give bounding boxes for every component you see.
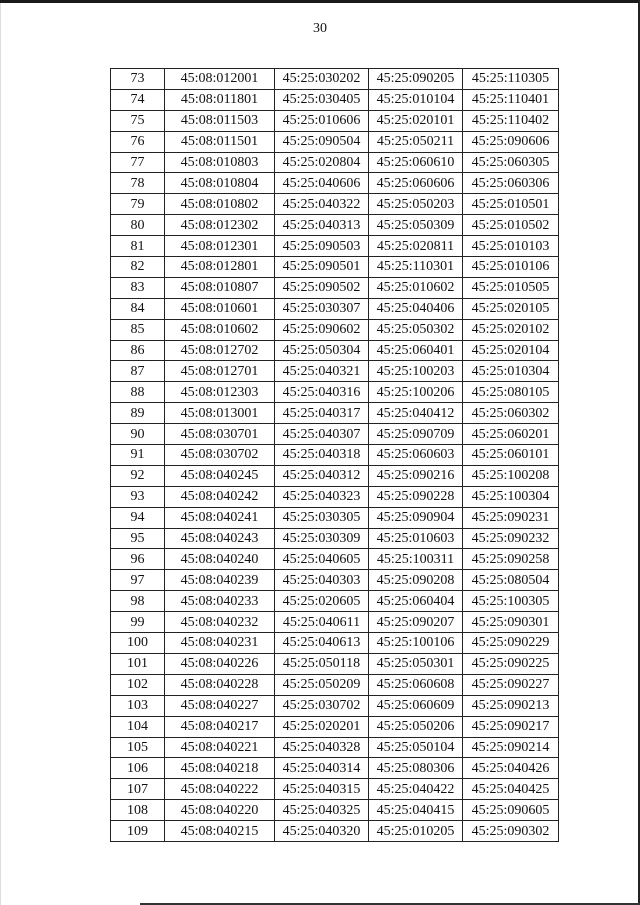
row-number-cell: 79 xyxy=(111,194,165,215)
table-row xyxy=(111,674,559,695)
code-25-cell-b: 45:25:040406 xyxy=(369,298,463,319)
row-number-cell: 89 xyxy=(111,403,165,424)
table-row xyxy=(111,215,559,236)
code-08-cell: 45:08:010802 xyxy=(165,194,275,215)
table-row xyxy=(111,403,559,424)
row-number-cell: 80 xyxy=(111,215,165,236)
table-row xyxy=(111,173,559,194)
code-25-cell-a: 45:25:030702 xyxy=(275,695,369,716)
table-row xyxy=(111,340,559,361)
table-row xyxy=(111,779,559,800)
scan-border-left xyxy=(0,3,1,905)
code-08-cell: 45:08:040241 xyxy=(165,507,275,528)
code-25-cell-c: 45:25:090231 xyxy=(463,507,559,528)
code-25-cell-a: 45:25:040314 xyxy=(275,758,369,779)
code-08-cell: 45:08:040226 xyxy=(165,653,275,674)
code-25-cell-a: 45:25:040328 xyxy=(275,737,369,758)
code-25-cell-a: 45:25:030309 xyxy=(275,528,369,549)
code-25-cell-b: 45:25:090709 xyxy=(369,424,463,445)
row-number-cell: 85 xyxy=(111,319,165,340)
code-08-cell: 45:08:010804 xyxy=(165,173,275,194)
table-row xyxy=(111,737,559,758)
table-row xyxy=(111,257,559,278)
code-25-cell-c: 45:25:010106 xyxy=(463,257,559,278)
table-row xyxy=(111,277,559,298)
row-number-cell: 91 xyxy=(111,445,165,466)
code-08-cell: 45:08:040240 xyxy=(165,549,275,570)
code-08-cell: 45:08:011801 xyxy=(165,89,275,110)
code-25-cell-c: 45:25:090301 xyxy=(463,612,559,633)
code-25-cell-b: 45:25:080306 xyxy=(369,758,463,779)
code-25-cell-a: 45:25:040317 xyxy=(275,403,369,424)
code-25-cell-a: 45:25:020804 xyxy=(275,152,369,173)
row-number-cell: 106 xyxy=(111,758,165,779)
code-25-cell-a: 45:25:040322 xyxy=(275,194,369,215)
code-25-cell-b: 45:25:090207 xyxy=(369,612,463,633)
code-08-cell: 45:08:012702 xyxy=(165,340,275,361)
table-row xyxy=(111,549,559,570)
table-row xyxy=(111,800,559,821)
table-row xyxy=(111,152,559,173)
code-08-cell: 45:08:011503 xyxy=(165,110,275,131)
row-number-cell: 81 xyxy=(111,236,165,257)
code-25-cell-b: 45:25:010603 xyxy=(369,528,463,549)
code-25-cell-c: 45:25:020102 xyxy=(463,319,559,340)
row-number-cell: 107 xyxy=(111,779,165,800)
code-08-cell: 45:08:040233 xyxy=(165,591,275,612)
code-25-cell-a: 45:25:040316 xyxy=(275,382,369,403)
code-25-cell-c: 45:25:090227 xyxy=(463,674,559,695)
code-08-cell: 45:08:040227 xyxy=(165,695,275,716)
table-row xyxy=(111,633,559,654)
code-25-cell-a: 45:25:040303 xyxy=(275,570,369,591)
code-08-cell: 45:08:013001 xyxy=(165,403,275,424)
table-row xyxy=(111,507,559,528)
code-25-cell-c: 45:25:060201 xyxy=(463,424,559,445)
row-number-cell: 97 xyxy=(111,570,165,591)
table-row xyxy=(111,319,559,340)
code-08-cell: 45:08:040217 xyxy=(165,716,275,737)
row-number-cell: 78 xyxy=(111,173,165,194)
code-25-cell-c: 45:25:060306 xyxy=(463,173,559,194)
code-25-cell-a: 45:25:090602 xyxy=(275,319,369,340)
table-row xyxy=(111,758,559,779)
row-number-cell: 98 xyxy=(111,591,165,612)
cadastral-table-body xyxy=(111,69,559,842)
table-row xyxy=(111,486,559,507)
code-25-cell-b: 45:25:060610 xyxy=(369,152,463,173)
row-number-cell: 101 xyxy=(111,653,165,674)
code-25-cell-a: 45:25:040323 xyxy=(275,486,369,507)
code-25-cell-a: 45:25:050304 xyxy=(275,340,369,361)
code-08-cell: 45:08:040231 xyxy=(165,633,275,654)
code-08-cell: 45:08:010601 xyxy=(165,298,275,319)
table-row xyxy=(111,89,559,110)
code-25-cell-a: 45:25:040320 xyxy=(275,821,369,842)
row-number-cell: 100 xyxy=(111,633,165,654)
code-25-cell-c: 45:25:100305 xyxy=(463,591,559,612)
code-25-cell-b: 45:25:040422 xyxy=(369,779,463,800)
table-row xyxy=(111,653,559,674)
code-25-cell-c: 45:25:090225 xyxy=(463,653,559,674)
cadastral-table xyxy=(110,68,559,842)
scan-border-top xyxy=(0,0,640,3)
code-25-cell-b: 45:25:020811 xyxy=(369,236,463,257)
code-25-cell-b: 45:25:060404 xyxy=(369,591,463,612)
table-row xyxy=(111,382,559,403)
code-08-cell: 45:08:010602 xyxy=(165,319,275,340)
code-25-cell-a: 45:25:020605 xyxy=(275,591,369,612)
row-number-cell: 87 xyxy=(111,361,165,382)
code-25-cell-c: 45:25:090217 xyxy=(463,716,559,737)
code-25-cell-c: 45:25:090605 xyxy=(463,800,559,821)
code-08-cell: 45:08:012801 xyxy=(165,257,275,278)
table-row xyxy=(111,695,559,716)
code-25-cell-b: 45:25:050302 xyxy=(369,319,463,340)
code-25-cell-a: 45:25:090502 xyxy=(275,277,369,298)
code-25-cell-a: 45:25:040325 xyxy=(275,800,369,821)
code-25-cell-a: 45:25:090504 xyxy=(275,131,369,152)
code-25-cell-c: 45:25:100208 xyxy=(463,465,559,486)
code-25-cell-c: 45:25:020104 xyxy=(463,340,559,361)
code-08-cell: 45:08:040222 xyxy=(165,779,275,800)
code-08-cell: 45:08:040242 xyxy=(165,486,275,507)
code-25-cell-c: 45:25:010304 xyxy=(463,361,559,382)
code-08-cell: 45:08:010807 xyxy=(165,277,275,298)
code-08-cell: 45:08:012301 xyxy=(165,236,275,257)
code-25-cell-c: 45:25:010505 xyxy=(463,277,559,298)
code-25-cell-c: 45:25:100304 xyxy=(463,486,559,507)
code-25-cell-c: 45:25:040425 xyxy=(463,779,559,800)
code-25-cell-c: 45:25:110402 xyxy=(463,110,559,131)
code-25-cell-b: 45:25:100206 xyxy=(369,382,463,403)
code-25-cell-a: 45:25:090501 xyxy=(275,257,369,278)
row-number-cell: 92 xyxy=(111,465,165,486)
code-25-cell-b: 45:25:100203 xyxy=(369,361,463,382)
code-08-cell: 45:08:040228 xyxy=(165,674,275,695)
code-25-cell-a: 45:25:030305 xyxy=(275,507,369,528)
row-number-cell: 90 xyxy=(111,424,165,445)
page-number: 30 xyxy=(313,21,327,36)
code-25-cell-c: 45:25:060101 xyxy=(463,445,559,466)
code-25-cell-b: 45:25:060608 xyxy=(369,674,463,695)
code-25-cell-a: 45:25:040312 xyxy=(275,465,369,486)
row-number-cell: 86 xyxy=(111,340,165,361)
code-25-cell-c: 45:25:090258 xyxy=(463,549,559,570)
table-row xyxy=(111,424,559,445)
code-25-cell-c: 45:25:090302 xyxy=(463,821,559,842)
code-25-cell-a: 45:25:040318 xyxy=(275,445,369,466)
row-number-cell: 102 xyxy=(111,674,165,695)
code-08-cell: 45:08:040215 xyxy=(165,821,275,842)
code-08-cell: 45:08:012303 xyxy=(165,382,275,403)
code-25-cell-a: 45:25:050118 xyxy=(275,653,369,674)
row-number-cell: 108 xyxy=(111,800,165,821)
code-25-cell-c: 45:25:090606 xyxy=(463,131,559,152)
code-25-cell-c: 45:25:090214 xyxy=(463,737,559,758)
code-25-cell-b: 45:25:100106 xyxy=(369,633,463,654)
code-25-cell-a: 45:25:040321 xyxy=(275,361,369,382)
code-25-cell-c: 45:25:040426 xyxy=(463,758,559,779)
code-08-cell: 45:08:040221 xyxy=(165,737,275,758)
code-25-cell-a: 45:25:030202 xyxy=(275,69,369,90)
code-25-cell-a: 45:25:010606 xyxy=(275,110,369,131)
code-25-cell-a: 45:25:090503 xyxy=(275,236,369,257)
code-08-cell: 45:08:010803 xyxy=(165,152,275,173)
code-25-cell-b: 45:25:060609 xyxy=(369,695,463,716)
code-25-cell-b: 45:25:050203 xyxy=(369,194,463,215)
code-25-cell-b: 45:25:090205 xyxy=(369,69,463,90)
row-number-cell: 105 xyxy=(111,737,165,758)
code-08-cell: 45:08:040232 xyxy=(165,612,275,633)
row-number-cell: 93 xyxy=(111,486,165,507)
code-25-cell-c: 45:25:060302 xyxy=(463,403,559,424)
code-25-cell-c: 45:25:110401 xyxy=(463,89,559,110)
code-08-cell: 45:08:030701 xyxy=(165,424,275,445)
code-25-cell-b: 45:25:060401 xyxy=(369,340,463,361)
code-08-cell: 45:08:040245 xyxy=(165,465,275,486)
code-25-cell-c: 45:25:090229 xyxy=(463,633,559,654)
code-25-cell-b: 45:25:090216 xyxy=(369,465,463,486)
table-row xyxy=(111,131,559,152)
code-25-cell-b: 45:25:010205 xyxy=(369,821,463,842)
table-row xyxy=(111,716,559,737)
code-08-cell: 45:08:012001 xyxy=(165,69,275,90)
table-row xyxy=(111,570,559,591)
table-row xyxy=(111,69,559,90)
code-25-cell-b: 45:25:010104 xyxy=(369,89,463,110)
row-number-cell: 77 xyxy=(111,152,165,173)
code-08-cell: 45:08:040220 xyxy=(165,800,275,821)
code-25-cell-b: 45:25:050206 xyxy=(369,716,463,737)
code-25-cell-a: 45:25:040613 xyxy=(275,633,369,654)
row-number-cell: 84 xyxy=(111,298,165,319)
row-number-cell: 73 xyxy=(111,69,165,90)
code-25-cell-b: 45:25:020101 xyxy=(369,110,463,131)
row-number-cell: 88 xyxy=(111,382,165,403)
code-25-cell-b: 45:25:010602 xyxy=(369,277,463,298)
code-08-cell: 45:08:012701 xyxy=(165,361,275,382)
code-25-cell-a: 45:25:040313 xyxy=(275,215,369,236)
code-25-cell-c: 45:25:090213 xyxy=(463,695,559,716)
code-25-cell-b: 45:25:060606 xyxy=(369,173,463,194)
code-25-cell-c: 45:25:010501 xyxy=(463,194,559,215)
table-row xyxy=(111,465,559,486)
code-25-cell-c: 45:25:080105 xyxy=(463,382,559,403)
code-25-cell-c: 45:25:010103 xyxy=(463,236,559,257)
code-08-cell: 45:08:040243 xyxy=(165,528,275,549)
code-25-cell-b: 45:25:100311 xyxy=(369,549,463,570)
row-number-cell: 76 xyxy=(111,131,165,152)
table-row xyxy=(111,821,559,842)
code-25-cell-b: 45:25:050301 xyxy=(369,653,463,674)
code-25-cell-a: 45:25:050209 xyxy=(275,674,369,695)
code-25-cell-a: 45:25:040315 xyxy=(275,779,369,800)
row-number-cell: 94 xyxy=(111,507,165,528)
code-25-cell-b: 45:25:050211 xyxy=(369,131,463,152)
code-25-cell-b: 45:25:040415 xyxy=(369,800,463,821)
row-number-cell: 99 xyxy=(111,612,165,633)
code-25-cell-c: 45:25:110305 xyxy=(463,69,559,90)
row-number-cell: 75 xyxy=(111,110,165,131)
code-08-cell: 45:08:040218 xyxy=(165,758,275,779)
code-25-cell-c: 45:25:080504 xyxy=(463,570,559,591)
code-25-cell-b: 45:25:090228 xyxy=(369,486,463,507)
row-number-cell: 96 xyxy=(111,549,165,570)
code-25-cell-b: 45:25:050104 xyxy=(369,737,463,758)
code-25-cell-c: 45:25:060305 xyxy=(463,152,559,173)
row-number-cell: 74 xyxy=(111,89,165,110)
code-25-cell-a: 45:25:020201 xyxy=(275,716,369,737)
code-25-cell-b: 45:25:040412 xyxy=(369,403,463,424)
code-25-cell-b: 45:25:050309 xyxy=(369,215,463,236)
code-25-cell-a: 45:25:030405 xyxy=(275,89,369,110)
code-25-cell-b: 45:25:110301 xyxy=(369,257,463,278)
row-number-cell: 104 xyxy=(111,716,165,737)
row-number-cell: 109 xyxy=(111,821,165,842)
table-row xyxy=(111,528,559,549)
code-25-cell-c: 45:25:010502 xyxy=(463,215,559,236)
code-08-cell: 45:08:011501 xyxy=(165,131,275,152)
code-25-cell-a: 45:25:040606 xyxy=(275,173,369,194)
table-row xyxy=(111,194,559,215)
row-number-cell: 82 xyxy=(111,257,165,278)
code-25-cell-a: 45:25:040605 xyxy=(275,549,369,570)
code-25-cell-b: 45:25:090208 xyxy=(369,570,463,591)
code-08-cell: 45:08:012302 xyxy=(165,215,275,236)
code-25-cell-a: 45:25:030307 xyxy=(275,298,369,319)
row-number-cell: 95 xyxy=(111,528,165,549)
table-row xyxy=(111,110,559,131)
table-row xyxy=(111,298,559,319)
code-25-cell-a: 45:25:040307 xyxy=(275,424,369,445)
code-25-cell-a: 45:25:040611 xyxy=(275,612,369,633)
code-08-cell: 45:08:030702 xyxy=(165,445,275,466)
table-row xyxy=(111,612,559,633)
code-25-cell-c: 45:25:020105 xyxy=(463,298,559,319)
code-25-cell-b: 45:25:090904 xyxy=(369,507,463,528)
code-08-cell: 45:08:040239 xyxy=(165,570,275,591)
table-row xyxy=(111,445,559,466)
code-25-cell-c: 45:25:090232 xyxy=(463,528,559,549)
table-row xyxy=(111,591,559,612)
table-row xyxy=(111,236,559,257)
table-row xyxy=(111,361,559,382)
row-number-cell: 103 xyxy=(111,695,165,716)
row-number-cell: 83 xyxy=(111,277,165,298)
code-25-cell-b: 45:25:060603 xyxy=(369,445,463,466)
